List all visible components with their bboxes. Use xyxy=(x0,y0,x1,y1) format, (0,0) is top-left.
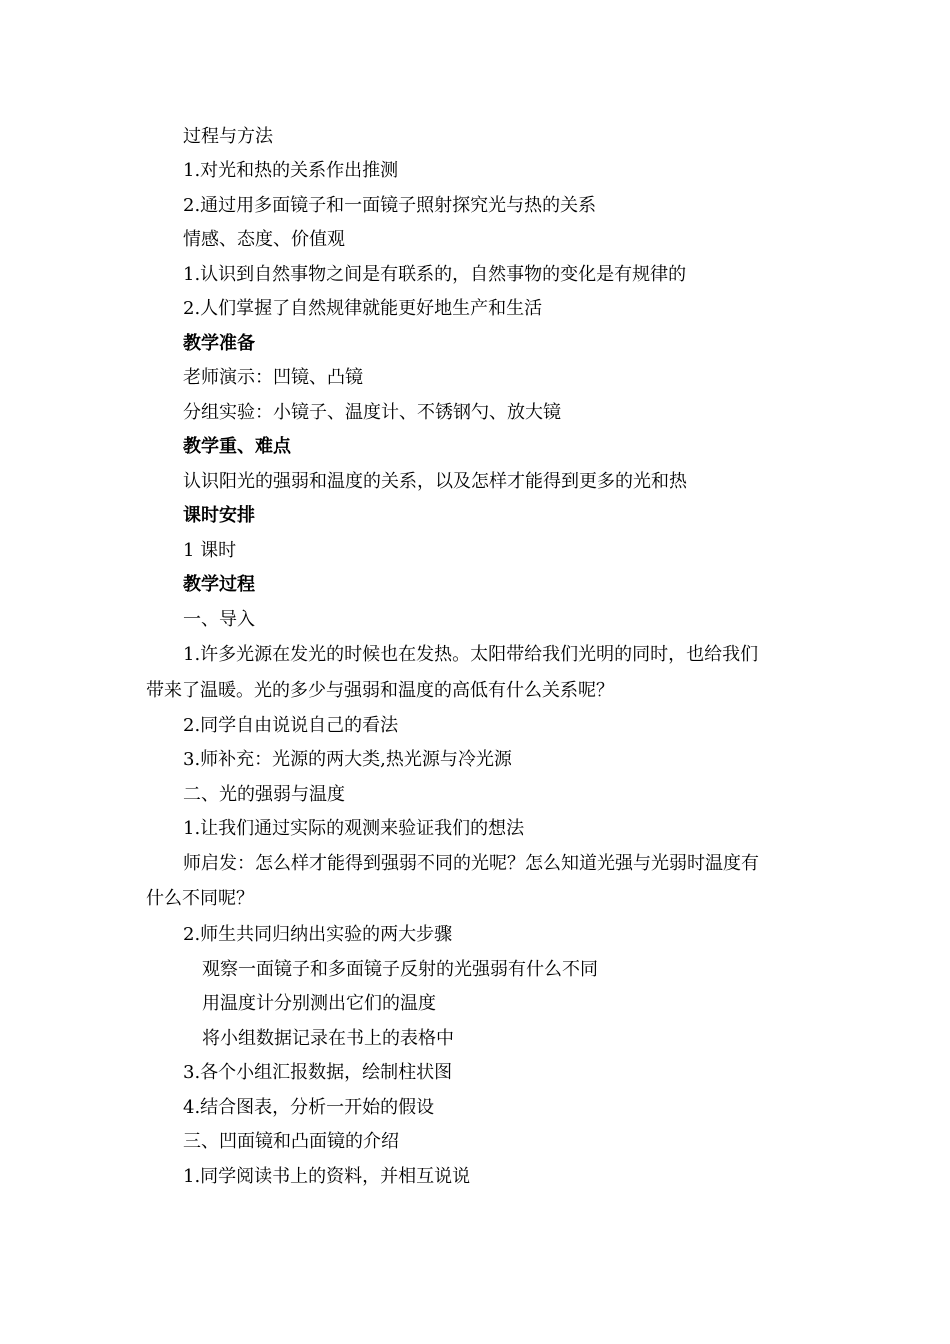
experiment-step: 观察一面镜子和多面镜子反射的光强弱有什么不同 xyxy=(202,959,598,980)
text-line: 2.通过用多面镜子和一面镜子照射探究光与热的关系 xyxy=(183,195,597,216)
text-line-continued: 什么不同呢？ xyxy=(146,888,254,909)
text-line: 1.许多光源在发光的时候也在发热。太阳带给我们光明的同时，也给我们 xyxy=(183,644,759,665)
section-label-emotion-attitude: 情感、态度、价值观 xyxy=(183,229,345,250)
heading-key-difficult-points: 教学重、难点 xyxy=(183,436,291,457)
heading-class-schedule: 课时安排 xyxy=(183,505,255,526)
text-line: 老师演示：凹镜、凸镜 xyxy=(183,367,363,388)
subsection-light-temperature: 二、光的强弱与温度 xyxy=(183,784,345,805)
text-line: 2.人们掌握了自然规律就能更好地生产和生活 xyxy=(183,298,543,319)
text-line: 认识阳光的强弱和温度的关系，以及怎样才能得到更多的光和热 xyxy=(183,471,687,492)
text-line: 4.结合图表，分析一开始的假设 xyxy=(183,1097,435,1118)
text-line: 2.师生共同归纳出实验的两大步骤 xyxy=(183,924,453,945)
text-line: 分组实验：小镜子、温度计、不锈钢勺、放大镜 xyxy=(183,402,561,423)
text-line: 1.认识到自然事物之间是有联系的，自然事物的变化是有规律的 xyxy=(183,264,687,285)
text-line: 1.同学阅读书上的资料，并相互说说 xyxy=(183,1166,471,1187)
heading-teaching-preparation: 教学准备 xyxy=(183,333,255,354)
text-line-continued: 带来了温暖。光的多少与强弱和温度的高低有什么关系呢？ xyxy=(146,680,614,701)
text-line: 3.师补充：光源的两大类,热光源与冷光源 xyxy=(183,749,512,770)
text-line: 2.同学自由说说自己的看法 xyxy=(183,715,399,736)
subsection-concave-convex: 三、凹面镜和凸面镜的介绍 xyxy=(183,1131,399,1152)
text-line: 3.各个小组汇报数据，绘制柱状图 xyxy=(183,1062,453,1083)
text-line: 1.让我们通过实际的观测来验证我们的想法 xyxy=(183,818,525,839)
section-label-process-method: 过程与方法 xyxy=(183,126,273,147)
text-line: 1 课时 xyxy=(183,540,237,561)
subsection-intro: 一、导入 xyxy=(183,609,255,630)
experiment-step: 将小组数据记录在书上的表格中 xyxy=(202,1028,454,1049)
heading-teaching-process: 教学过程 xyxy=(183,574,255,595)
text-line: 师启发：怎么样才能得到强弱不同的光呢？怎么知道光强与光弱时温度有 xyxy=(183,853,759,874)
experiment-step: 用温度计分别测出它们的温度 xyxy=(202,993,436,1014)
text-line: 1.对光和热的关系作出推测 xyxy=(183,160,399,181)
